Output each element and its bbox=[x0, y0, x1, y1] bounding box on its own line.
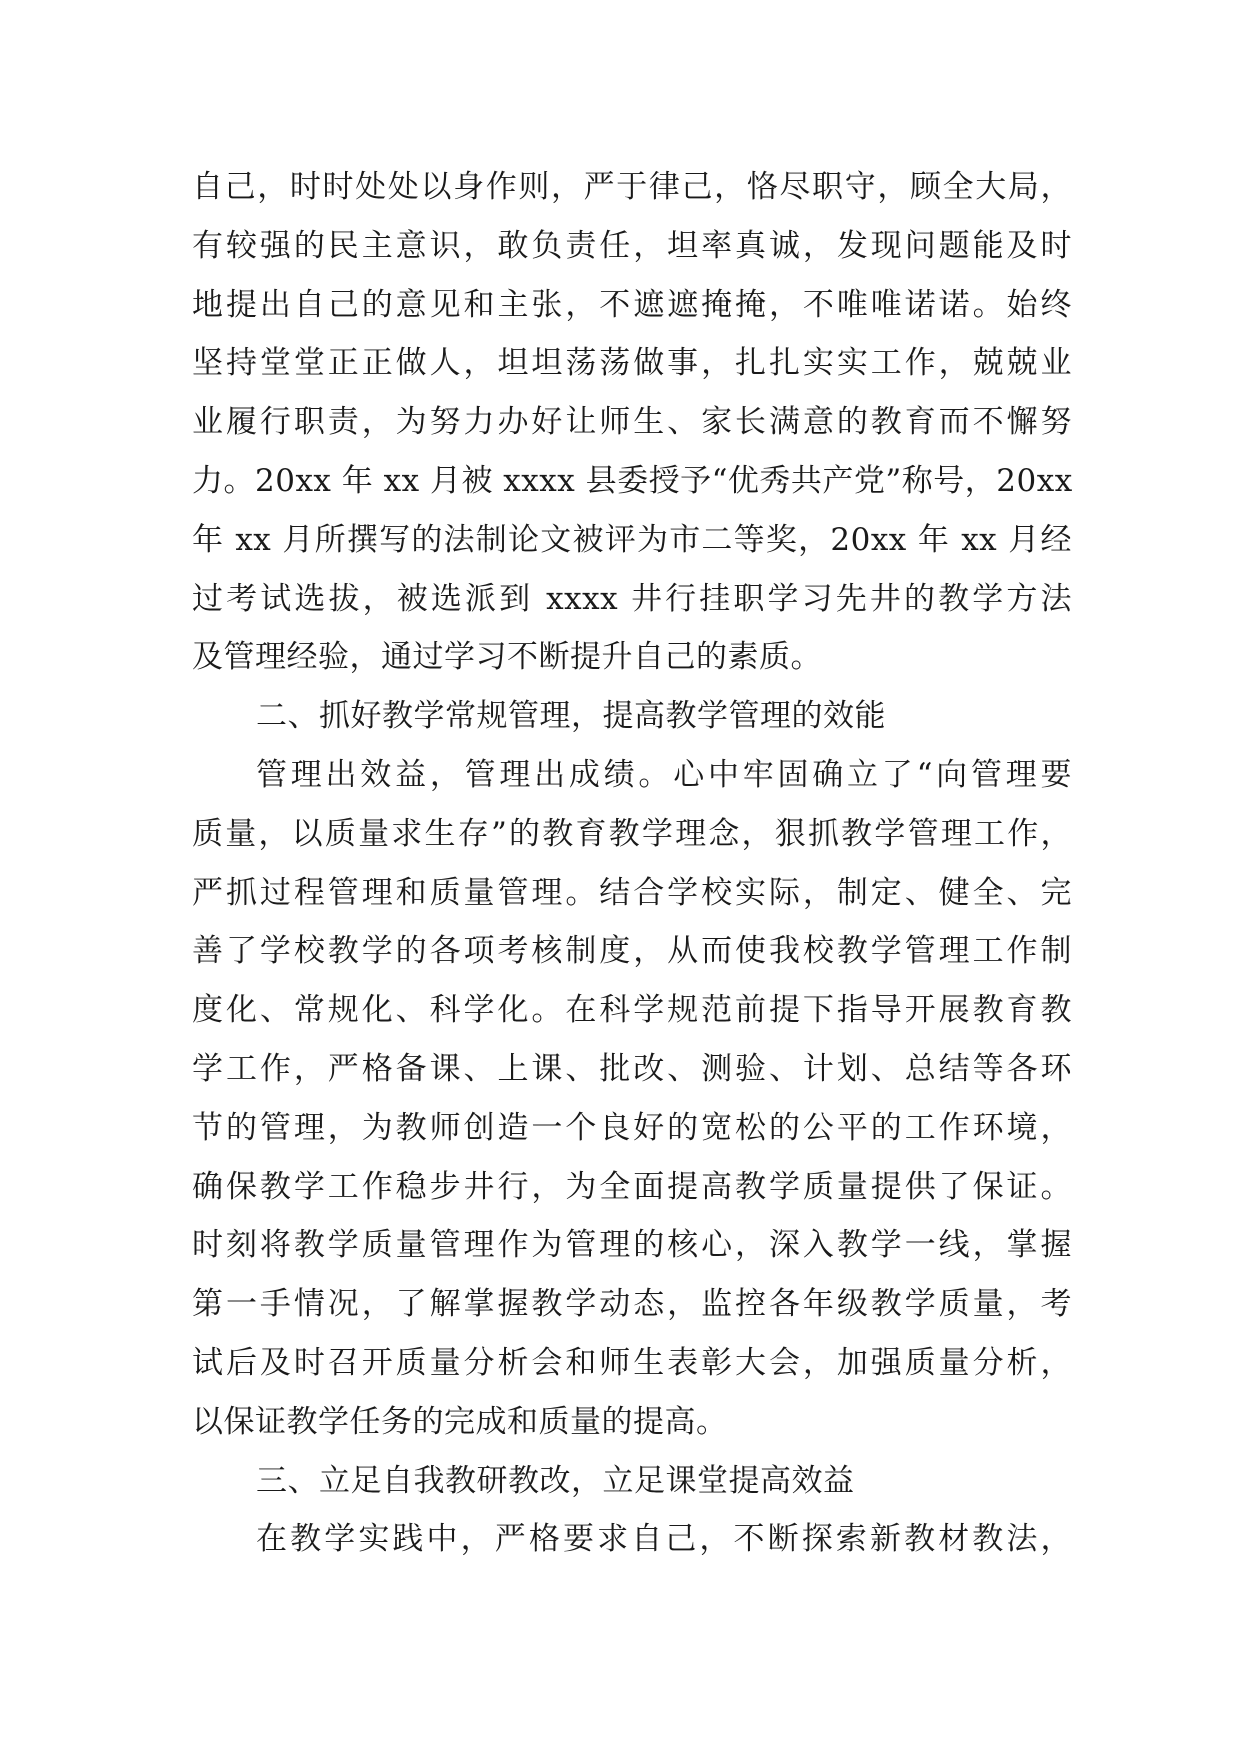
text-line: 及管理经验，通过学习不断提升自己的素质。 bbox=[192, 639, 822, 676]
document-body bbox=[192, 158, 1072, 1569]
text-line: 年 xx 月所撰写的法制论文被评为市二等奖，20xx 年 xx 月经 bbox=[192, 521, 1072, 558]
text-line: 善了学校教学的各项考核制度，从而使我校教学管理工作制 bbox=[192, 933, 1072, 970]
text-line: 过考试选拔，被选派到 xxxx 井行挂职学习先井的教学方法 bbox=[192, 580, 1072, 617]
text-line: 地提出自己的意见和主张，不遮遮掩掩，不唯唯诺诺。始终 bbox=[192, 286, 1072, 323]
text-line: 在教学实践中，严格要求自己，不断探索新教材教法， bbox=[256, 1521, 1072, 1558]
text-line: 坚持堂堂正正做人，坦坦荡荡做事，扎扎实实工作，兢兢业 bbox=[192, 345, 1072, 382]
text-line: 严抓过程管理和质量管理。结合学校实际，制定、健全、完 bbox=[192, 874, 1072, 911]
text-line: 学工作，严格备课、上课、批改、测验、计划、总结等各环 bbox=[192, 1050, 1072, 1087]
text-line: 确保教学工作稳步井行，为全面提高教学质量提供了保证。 bbox=[192, 1168, 1072, 1205]
text-line: 管理出效益，管理出成绩。心中牢固确立了“向管理要 bbox=[256, 756, 1072, 793]
text-line: 节的管理，为教师创造一个良好的宽松的公平的工作环境， bbox=[192, 1109, 1072, 1146]
text-line: 度化、常规化、科学化。在科学规范前提下指导开展教育教 bbox=[192, 992, 1072, 1029]
text-line: 质量，以质量求生存”的教育教学理念，狠抓教学管理工作， bbox=[192, 815, 1072, 852]
text-line: 时刻将教学质量管理作为管理的核心，深入教学一线，掌握 bbox=[192, 1227, 1072, 1264]
text-line: 第一手情况，了解掌握教学动态，监控各年级教学质量，考 bbox=[192, 1286, 1072, 1323]
text-line: 力。20xx 年 xx 月被 xxxx 县委授予“优秀共产党”称号，20xx bbox=[192, 462, 1073, 499]
section-heading: 三、立足自我教研教改，立足课堂提高效益 bbox=[256, 1462, 855, 1499]
section-heading: 二、抓好教学常规管理，提高教学管理的效能 bbox=[256, 698, 886, 735]
text-line: 以保证教学任务的完成和质量的提高。 bbox=[192, 1403, 728, 1440]
text-line: 业履行职责，为努力办好让师生、家长满意的教育而不懈努 bbox=[192, 404, 1072, 441]
text-line: 试后及时召开质量分析会和师生表彰大会，加强质量分析， bbox=[192, 1344, 1072, 1381]
text-line: 自己，时时处处以身作则，严于律己，恪尽职守，顾全大局， bbox=[192, 169, 1072, 205]
text-line: 有较强的民主意识，敢负责任，坦率真诚，发现问题能及时 bbox=[192, 227, 1072, 264]
